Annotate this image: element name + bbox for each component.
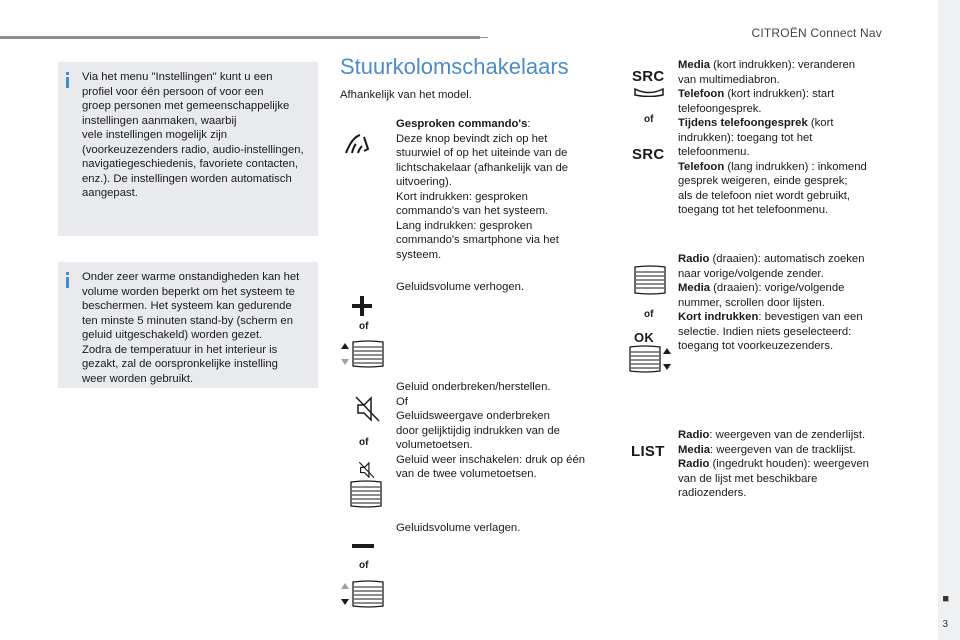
src-phone-long-title: Telefoon [678,160,725,173]
mute-small-icon [358,461,376,479]
src-media-text: (kort indrukken): veranderen van multimediabron. [678,59,856,86]
side-strip [938,0,960,640]
src-phone-text: (kort indrukken): start telefoongesprek. [678,88,835,115]
info-note-temperature [58,262,318,388]
src-button-label: SRC [632,68,665,85]
list-radio-title: Radio [678,429,710,441]
page-header-title: CITROËN Connect Nav [751,26,882,40]
info-note-profiles [58,62,318,236]
list-media-title: Media [678,443,711,456]
or-label: of [359,437,369,448]
radio-short-press-title: Kort indrukken [678,311,759,323]
list-description [678,428,869,501]
src-media-title: Media [678,59,711,71]
src-button-shape-icon [634,87,664,97]
info-icon [66,272,69,288]
voice-command-icon [344,133,376,155]
volume-up-description: Geluidsvolume verhogen. [396,281,525,293]
or-label: of [644,309,654,320]
src-during-call-text: (kort indrukken): toegang tot het telefoonmenu. [678,117,834,158]
radio-text: (draaien): automatisch zoeken naar vorige/volgende zender. [678,253,865,280]
header-rule [0,36,480,39]
voice-command-description [396,117,568,262]
section-subtitle: Afhankelijk van het model. [340,89,472,101]
list-radio-long-title: Radio [678,458,710,470]
or-label: of [644,114,654,125]
radio-short-press-text: : bevestigen van een selectie. Indien niets geselecteerd: toegang tot voorkeuzezenders. [678,311,863,352]
ok-button-label: OK [634,330,655,345]
radio-description [678,252,865,354]
minus-icon [352,543,374,549]
header-rule-end [480,37,488,38]
src-button-label-alt: SRC [632,146,665,163]
voice-command-title: Gesproken commando's [396,118,528,130]
page-marker: ■ [942,593,949,605]
volume-down-description: Geluidsvolume verlagen. [396,522,521,534]
scroll-wheel-updown-icon [628,345,672,373]
radio-media-title: Media [678,282,711,294]
note-text: Via het menu "Instellingen" kunt u een profiel voor één persoon of voor een groep personen met gemeenschappelijke instellingen aanmaken, waarbij vele instellingen mogelijk zijn (voorkeuzezenders radio, audio-instellingen, navigatiegeschiedenis, favoriete contacten, enz.). De instellingen worden automatisch aangepast. [82,71,304,199]
page-number: 3 [942,619,948,630]
scroll-wheel-down-icon [341,580,385,608]
src-description [678,58,867,218]
list-media-text: : weergeven van de tracklijst. [710,443,856,456]
scroll-wheel-up-icon [341,340,385,368]
src-phone-long-text: (lang indrukken) : inkomend gesprek weigeren, einde gesprek; als de telefoon niet wordt gebruikt, toegang tot het telefoonmenu. [678,160,867,216]
list-radio-text: : weergeven van de zenderlijst. [709,429,866,441]
info-icon [66,72,69,88]
or-label: of [359,321,369,332]
note-text: Onder zeer warme onstandigheden kan het volume worden beperkt om het systeem te beschermen. Het systeem kan gedurende ten minste 5 minuten stand-by (scherm en geluid uitgeschakeld) worden gezet. Zodra de temperatuur in het interieur is gezakt, zal de oorspronkelijke instelling weer worden gebruikt. [82,271,300,385]
src-during-call-title: Tijdens telefoongesprek [678,117,808,129]
radio-media-text: (draaien): vorige/volgende nummer, scrollen door lijsten. [678,282,845,309]
list-button-label: LIST [631,443,665,460]
scroll-wheel-icon [349,480,383,508]
scroll-wheel-icon [633,265,667,295]
src-phone-title: Telefoon [678,88,725,100]
voice-command-text: : Deze knop bevindt zich op het stuurwiel of op het uiteinde van de lichtschakelaar (afhankelijk van de uitvoering). Kort indrukken: gesproken commando's van het systeem. Lang indrukken: gesproken commando's smartphone via het systeem. [396,118,569,261]
mute-icon [355,395,381,423]
list-radio-long-text: (ingedrukt houden): weergeven van de lijst met beschikbare radiozenders. [678,458,869,499]
or-label: of [359,560,369,571]
mute-description: Geluid onderbreken/herstellen. Of Geluidsweergave onderbreken door gelijktijdig indrukken van de volumetoetsen. Geluid weer inschakelen: druk op één van de twee volumetoetsen. [396,381,586,480]
radio-title: Radio [678,253,710,265]
section-title: Stuurkolomschakelaars [340,54,569,79]
plus-icon [352,296,372,316]
